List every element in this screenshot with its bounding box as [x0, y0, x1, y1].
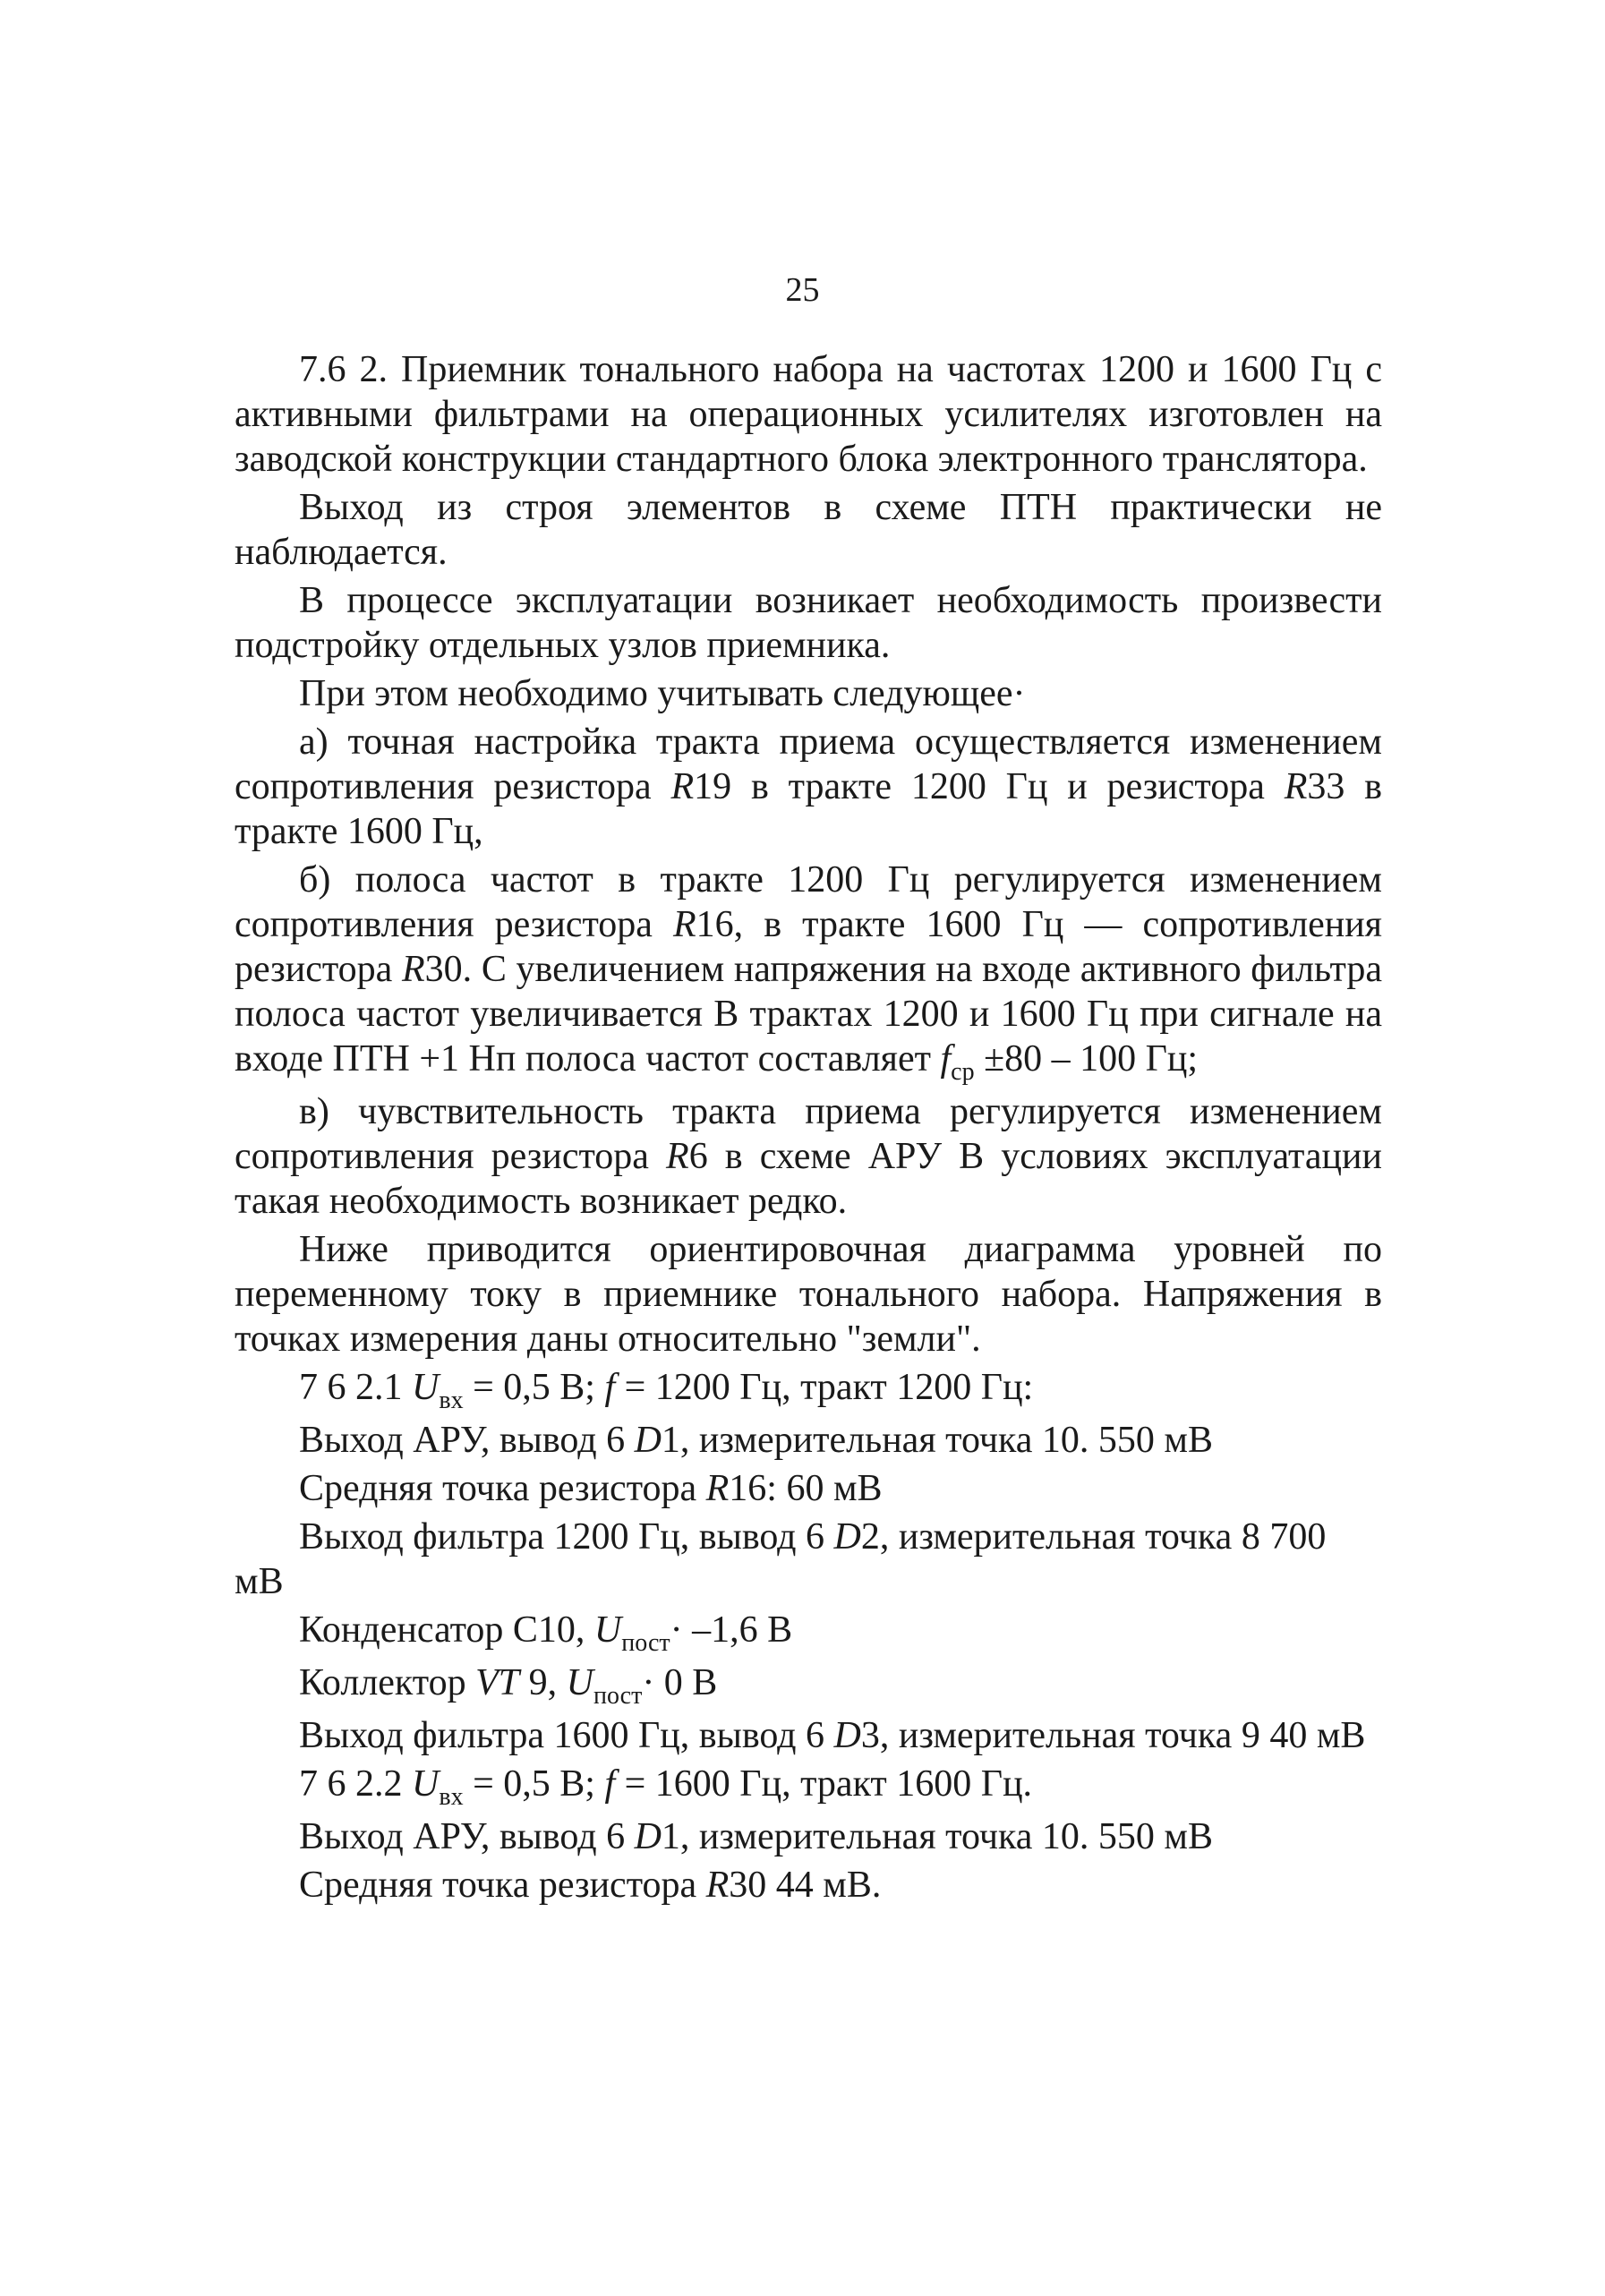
- measurement-line: [235, 1515, 1382, 1604]
- frequency-subscript: ср: [951, 1058, 975, 1086]
- measurement-text: 16: 60 мВ: [729, 1468, 883, 1509]
- heading-mid: = 0,5 В;: [463, 1367, 605, 1408]
- voltage-subscript: вх: [439, 1387, 464, 1414]
- voltage-subscript: пост: [621, 1629, 670, 1657]
- measurement-line: [235, 1418, 1382, 1463]
- voltage-symbol: U: [412, 1763, 440, 1805]
- subsection-heading-7621: [235, 1365, 1382, 1414]
- voltage-symbol: U: [412, 1367, 440, 1408]
- measurement-text: Средняя точка резистора: [299, 1865, 706, 1906]
- measurement-text: Выход фильтра 1200 Гц, вывод 6: [299, 1516, 834, 1558]
- frequency-symbol: f: [604, 1763, 616, 1805]
- paragraph-failures: Выход из строя элементов в схеме ПТН практически не наблюдается.: [235, 487, 1382, 573]
- measurement-text: 2, измерительная точка 8 700 мВ: [235, 1516, 1327, 1602]
- voltage-symbol: U: [593, 1609, 622, 1651]
- document-body: [235, 347, 1382, 1911]
- resistor-symbol: R: [1284, 766, 1308, 807]
- page-number: 25: [785, 271, 820, 309]
- chip-symbol: D: [634, 1816, 662, 1857]
- resistor-symbol: R: [402, 949, 425, 990]
- measurement-line: [235, 1814, 1382, 1859]
- item-b-text-4: ±80 – 100 Гц;: [974, 1038, 1199, 1080]
- heading-end: = 1600 Гц, тракт 1600 Гц.: [615, 1763, 1033, 1805]
- item-a-text-1: а) точная настройка тракта приема осуществляется изменением сопротивления резистора: [235, 721, 1382, 807]
- chip-symbol: D: [833, 1715, 861, 1756]
- measurement-line: [235, 1660, 1382, 1710]
- transistor-symbol: VT: [475, 1662, 520, 1703]
- resistor-symbol: R: [666, 1136, 689, 1177]
- chip-symbol: D: [833, 1516, 861, 1558]
- measurement-text: 1, измерительная точка 10. 550 мВ: [661, 1420, 1213, 1461]
- item-b-text-3: 30. С увеличением напряжения на входе активного фильтра полоса частот увеличивается В трактах 1200 и 1600 Гц при сигнале на входе ПТН +1 Нп полоса частот составляет: [235, 949, 1382, 1080]
- resistor-symbol: R: [670, 766, 695, 807]
- measurement-text: 30 44 мВ.: [729, 1865, 882, 1906]
- item-c-text-1: в) чувствительность тракта приема регулируется изменением сопротивления резистора: [235, 1091, 1382, 1177]
- subsection-heading-7622: [235, 1762, 1382, 1811]
- measurement-text: Средняя точка резистора: [299, 1468, 706, 1509]
- measurement-text: Конденсатор С10,: [299, 1609, 594, 1651]
- voltage-subscript: пост: [593, 1682, 643, 1710]
- heading-number: 7 6 2.2: [299, 1763, 412, 1805]
- measurement-text: Выход фильтра 1600 Гц, вывод 6: [299, 1715, 834, 1756]
- chip-symbol: D: [634, 1420, 662, 1461]
- measurement-line: [235, 1608, 1382, 1657]
- measurement-line: [235, 1863, 1382, 1908]
- heading-end: = 1200 Гц, тракт 1200 Гц:: [615, 1367, 1034, 1408]
- list-item-b: [235, 858, 1382, 1086]
- frequency-symbol: f: [940, 1038, 952, 1080]
- resistor-symbol: R: [672, 904, 696, 945]
- item-c-text-2: 6 в схеме АРУ В условиях эксплуатации такая необходимость возникает редко.: [235, 1136, 1382, 1222]
- measurement-line: [235, 1466, 1382, 1511]
- measurement-text: · –1,6 В: [670, 1609, 793, 1651]
- list-item-a: [235, 720, 1382, 854]
- measurement-line: [235, 1713, 1382, 1758]
- frequency-symbol: f: [604, 1367, 616, 1408]
- paragraph-intro: 7.6 2. Приемник тонального набора на частотах 1200 и 1600 Гц с активными фильтрами на операционных усилителях изготовлен на заводской конструкции стандартного блока электронного транслятора.: [235, 349, 1382, 480]
- measurement-text: · 0 В: [642, 1662, 718, 1703]
- resistor-symbol: R: [705, 1865, 730, 1906]
- paragraph-consider: При этом необходимо учитывать следующее·: [299, 673, 1026, 714]
- paragraph-adjustment: В процессе эксплуатации возникает необходимость произвести подстройку отдельных узлов приемника.: [235, 580, 1382, 666]
- paragraph-diagram: Ниже приводится ориентировочная диаграмма уровней по переменному току в приемнике тонального набора. Напряжения в точках измерения даны относительно "земли".: [235, 1229, 1382, 1360]
- measurement-text: Выход АРУ, вывод 6: [299, 1816, 635, 1857]
- item-a-text-3: 33 в тракте 1600 Гц,: [235, 766, 1382, 852]
- voltage-subscript: вх: [439, 1783, 464, 1811]
- item-b-text-2: 16, в тракте 1600 Гц — сопротивления резистора: [235, 904, 1382, 990]
- heading-mid: = 0,5 В;: [463, 1763, 605, 1805]
- measurement-text: Выход АРУ, вывод 6: [299, 1420, 635, 1461]
- measurement-text: 3, измерительная точка 9 40 мВ: [860, 1715, 1366, 1756]
- resistor-symbol: R: [705, 1468, 730, 1509]
- measurement-text: Коллектор: [299, 1662, 476, 1703]
- item-a-text-2: 19 в тракте 1200 Гц и резистора: [694, 766, 1285, 807]
- voltage-symbol: U: [566, 1662, 593, 1703]
- heading-number: 7 6 2.1: [299, 1367, 412, 1408]
- measurement-text: 9,: [519, 1662, 567, 1703]
- item-b-text-1: б) полоса частот в тракте 1200 Гц регулируется изменением сопротивления резистора: [235, 859, 1382, 945]
- measurement-text: 1, измерительная точка 10. 550 мВ: [661, 1816, 1213, 1857]
- list-item-c: [235, 1089, 1382, 1224]
